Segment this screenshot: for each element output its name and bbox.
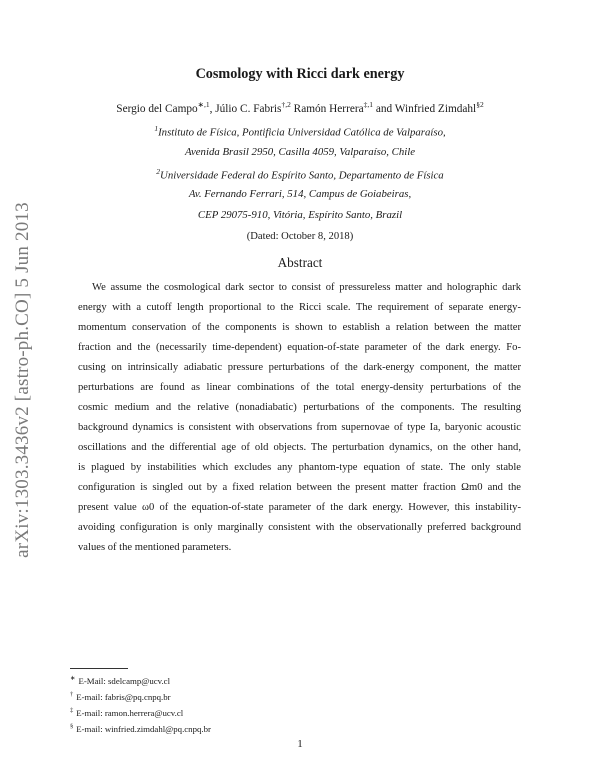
arxiv-identifier: arXiv:1303.3436v2 [astro-ph.CO] 5 Jun 2013 (12, 202, 33, 558)
author-affiliation: ,2 (285, 100, 291, 109)
author-name: Winfried Zimdahl (394, 102, 477, 115)
affiliation-number: 1 (154, 124, 159, 133)
dated-line: (Dated: October 8, 2018) (246, 231, 354, 242)
paper-title: Cosmology with Ricci dark energy (195, 66, 405, 82)
abstract-body (78, 278, 521, 558)
footnote-rule (70, 668, 128, 669)
author-affiliation: 2 (479, 100, 484, 109)
author-affiliation: ,1 (367, 100, 373, 109)
abstract-line: configuration is singled out by a fixed relation between the present matter fraction Ωm0 and the (78, 482, 521, 493)
footnote-text: E-mail: winfried.zimdahl@pq.cnpq.br (76, 723, 211, 734)
abstract-line: background dynamics is consistent with observations from supernovae of type Ia, baryonic acoustic (78, 422, 521, 433)
footnote-mark: ‡ (70, 706, 74, 714)
footnote-text: E-mail: fabris@pq.cnpq.br (76, 691, 171, 702)
author-separator: and (373, 102, 395, 115)
abstract-line: fraction and the (necessarily time-dependent) equation-of-state parameter of the dark energy. Fo- (78, 342, 521, 353)
author-affiliation: ,1 (203, 100, 210, 109)
footnote-text: E-mail: ramon.herrera@ucv.cl (76, 707, 184, 718)
footnote (70, 720, 211, 736)
author-mark: † (281, 100, 286, 109)
abstract-line: values of the mentioned parameters. (78, 542, 232, 553)
affiliation-number: 2 (156, 167, 161, 176)
footnote-mark: † (70, 690, 74, 698)
abstract-line: is plagued by instabilities which excludes any phantom-type equation of state. The only stable (78, 462, 521, 473)
abstract-line: present value ω0 of the equation-of-state parameter of the dark energy. However, this instability- (78, 502, 521, 513)
affiliation-2-line-3: CEP 29075-910, Vitória, Espírito Santo, Brazil (197, 209, 403, 221)
abstract-line: cosmic medium and the relative (nonadiabatic) perturbations of the components. The resulting (78, 402, 521, 413)
author-name: Sergio del Campo (116, 102, 198, 115)
abstract-line: avoiding configuration is only marginally consistent with the observationally preferred background (78, 522, 521, 533)
author-mark: ‡ (363, 100, 368, 109)
abstract-line: perturbations are found as linear combinations of the total energy-density perturbations of the (78, 382, 521, 393)
affiliation-2-line-1: $^2$Universidade Federal do Espírito Santo, Departamento de Física (156, 167, 444, 182)
abstract-line: We assume the cosmological dark sector to consist of pressureless matter and holographic dark (92, 282, 521, 293)
footnote (70, 688, 211, 704)
footnotes (70, 672, 211, 736)
footnote-mark: § (70, 722, 74, 730)
footnote (70, 672, 211, 688)
author-list (0, 100, 600, 115)
affiliation-1-line-1: $^1$Instituto de Física, Pontificia Universidad Católica de Valparaíso, (154, 124, 446, 139)
footnote-text: E-Mail: sdelcamp@ucv.cl (78, 675, 171, 686)
footnote-mark: ∗ (70, 675, 76, 682)
abstract-heading: Abstract (277, 255, 323, 270)
abstract-line: oscillations and the differential age of old objects. The perturbation dynamics, on the other hand, (78, 442, 521, 453)
footnote (70, 704, 211, 720)
author-name: Júlio C. Fabris (215, 102, 282, 115)
affiliation-1-line-2: Avenida Brasil 2950, Casilla 4059, Valparaíso, Chile (184, 146, 416, 158)
abstract-line: cusing on intrinsically adiabatic pressure perturbations of the dark-energy component, the matter (78, 362, 521, 373)
abstract-line: momentum conservation of the components is shown to establish a relation between the matter (78, 322, 521, 333)
author-mark: § (476, 100, 480, 109)
abstract-line: energy with a cutoff length proportional to the Ricci scale. The requirement of separate energy- (78, 302, 521, 313)
author-name: Ramón Herrera (293, 102, 364, 115)
author-mark: ∗ (197, 100, 204, 109)
page-number: 1 (297, 738, 303, 750)
author-separator: , (209, 102, 216, 115)
affiliation-2-line-2: Av. Fernando Ferrari, 514, Campus de Goiabeiras, (188, 188, 412, 200)
